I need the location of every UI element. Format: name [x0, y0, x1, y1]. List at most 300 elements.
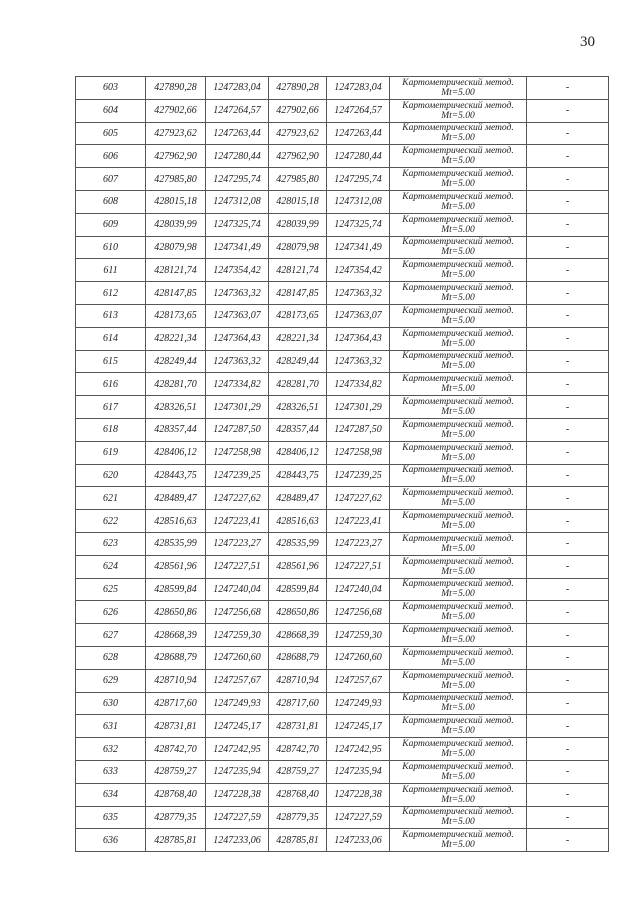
- x-new-cell: 428731,81: [269, 715, 327, 738]
- table-row: [76, 646, 609, 669]
- x-new-cell: 428357,44: [269, 418, 327, 441]
- y-old-cell: 1247239,25: [206, 464, 269, 487]
- point-number-cell: 619: [76, 441, 146, 464]
- y-new-cell: 1247242,95: [327, 738, 390, 761]
- y-old-cell: 1247312,08: [206, 190, 269, 213]
- table-row: [76, 373, 609, 396]
- point-number-cell: 604: [76, 99, 146, 122]
- method-accuracy: Mt=5.00: [441, 429, 475, 440]
- method-cell: [390, 350, 527, 373]
- y-new-cell: 1247363,07: [327, 304, 390, 327]
- method-cell: [390, 418, 527, 441]
- x-new-cell: 428599,84: [269, 578, 327, 601]
- method-cell: [390, 259, 527, 282]
- x-new-cell: 428121,74: [269, 259, 327, 282]
- point-number-cell: 621: [76, 487, 146, 510]
- method-name: Картометрический метод.: [402, 784, 514, 795]
- description-cell: -: [527, 464, 609, 487]
- y-new-cell: 1247233,06: [327, 829, 390, 852]
- y-new-cell: 1247259,30: [327, 624, 390, 647]
- description-cell: -: [527, 236, 609, 259]
- description-cell: -: [527, 122, 609, 145]
- method-name: Картометрический метод.: [402, 761, 514, 772]
- description-cell: -: [527, 418, 609, 441]
- x-new-cell: 428281,70: [269, 373, 327, 396]
- method-cell: [390, 715, 527, 738]
- table-row: [76, 601, 609, 624]
- y-old-cell: 1247295,74: [206, 168, 269, 191]
- method-name: Картометрический метод.: [402, 625, 514, 636]
- description-cell: -: [527, 510, 609, 533]
- method-accuracy: Mt=5.00: [441, 521, 475, 532]
- method-cell: [390, 760, 527, 783]
- y-old-cell: 1247301,29: [206, 396, 269, 419]
- method-name: Картометрический метод.: [402, 100, 514, 111]
- y-old-cell: 1247260,60: [206, 646, 269, 669]
- method-name: Картометрический метод.: [402, 670, 514, 681]
- point-number-cell: 633: [76, 760, 146, 783]
- method-cell: [390, 578, 527, 601]
- y-new-cell: 1247325,74: [327, 213, 390, 236]
- x-old-cell: 428173,65: [146, 304, 206, 327]
- method-cell: [390, 99, 527, 122]
- table-row: [76, 168, 609, 191]
- y-new-cell: 1247364,43: [327, 327, 390, 350]
- method-cell: [390, 692, 527, 715]
- x-old-cell: 428121,74: [146, 259, 206, 282]
- method-accuracy: Mt=5.00: [441, 794, 475, 805]
- x-old-cell: 427923,62: [146, 122, 206, 145]
- description-cell: -: [527, 783, 609, 806]
- point-number-cell: 635: [76, 806, 146, 829]
- y-new-cell: 1247228,38: [327, 783, 390, 806]
- x-old-cell: 427962,90: [146, 145, 206, 168]
- x-new-cell: 428173,65: [269, 304, 327, 327]
- x-old-cell: 428489,47: [146, 487, 206, 510]
- method-accuracy: Mt=5.00: [441, 201, 475, 212]
- method-name: Картометрический метод.: [402, 830, 514, 841]
- description-cell: -: [527, 99, 609, 122]
- y-old-cell: 1247341,49: [206, 236, 269, 259]
- method-name: Картометрический метод.: [402, 214, 514, 225]
- description-cell: -: [527, 669, 609, 692]
- x-old-cell: 428147,85: [146, 282, 206, 305]
- x-new-cell: 428650,86: [269, 601, 327, 624]
- method-cell: [390, 282, 527, 305]
- method-name: Картометрический метод.: [402, 511, 514, 522]
- description-cell: -: [527, 532, 609, 555]
- y-new-cell: 1247227,62: [327, 487, 390, 510]
- method-accuracy: Mt=5.00: [441, 361, 475, 372]
- table-row: [76, 829, 609, 852]
- method-name: Картометрический метод.: [402, 191, 514, 202]
- point-number-cell: 607: [76, 168, 146, 191]
- point-number-cell: 628: [76, 646, 146, 669]
- point-number-cell: 609: [76, 213, 146, 236]
- y-old-cell: 1247287,50: [206, 418, 269, 441]
- table-row: [76, 99, 609, 122]
- method-name: Картометрический метод.: [402, 739, 514, 749]
- y-old-cell: 1247283,04: [206, 77, 269, 100]
- y-new-cell: 1247354,42: [327, 259, 390, 282]
- page-number: 30: [580, 34, 595, 50]
- y-old-cell: 1247264,57: [206, 99, 269, 122]
- description-cell: -: [527, 555, 609, 578]
- y-new-cell: 1247227,59: [327, 806, 390, 829]
- x-new-cell: 428406,12: [269, 441, 327, 464]
- x-old-cell: 428650,86: [146, 601, 206, 624]
- method-cell: [390, 487, 527, 510]
- point-number-cell: 631: [76, 715, 146, 738]
- method-cell: [390, 669, 527, 692]
- description-cell: -: [527, 738, 609, 761]
- method-accuracy: Mt=5.00: [441, 110, 475, 121]
- table-row: [76, 487, 609, 510]
- y-new-cell: 1247257,67: [327, 669, 390, 692]
- point-number-cell: 630: [76, 692, 146, 715]
- method-accuracy: Mt=5.00: [441, 156, 475, 167]
- point-number-cell: 624: [76, 555, 146, 578]
- method-accuracy: Mt=5.00: [441, 817, 475, 828]
- x-old-cell: 427902,66: [146, 99, 206, 122]
- method-cell: [390, 532, 527, 555]
- y-old-cell: 1247259,30: [206, 624, 269, 647]
- method-accuracy: Mt=5.00: [441, 384, 475, 395]
- table-row: [76, 77, 609, 100]
- method-name: Картометрический метод.: [402, 647, 514, 658]
- y-old-cell: 1247223,41: [206, 510, 269, 533]
- point-number-cell: 616: [76, 373, 146, 396]
- method-accuracy: Mt=5.00: [441, 475, 475, 486]
- x-new-cell: 428535,99: [269, 532, 327, 555]
- y-new-cell: 1247245,17: [327, 715, 390, 738]
- point-number-cell: 629: [76, 669, 146, 692]
- point-number-cell: 626: [76, 601, 146, 624]
- x-new-cell: 428742,70: [269, 738, 327, 761]
- description-cell: -: [527, 441, 609, 464]
- method-cell: [390, 77, 527, 100]
- method-name: Картометрический метод.: [402, 442, 514, 453]
- x-old-cell: 428717,60: [146, 692, 206, 715]
- method-name: Картометрический метод.: [402, 351, 514, 362]
- method-name: Картометрический метод.: [402, 602, 514, 613]
- x-new-cell: 427890,28: [269, 77, 327, 100]
- description-cell: -: [527, 829, 609, 852]
- method-accuracy: Mt=5.00: [441, 133, 475, 144]
- x-old-cell: 428668,39: [146, 624, 206, 647]
- y-old-cell: 1247240,04: [206, 578, 269, 601]
- description-cell: -: [527, 327, 609, 350]
- coordinates-table: [75, 76, 609, 852]
- y-new-cell: 1247240,04: [327, 578, 390, 601]
- x-new-cell: 428039,99: [269, 213, 327, 236]
- point-number-cell: 617: [76, 396, 146, 419]
- y-new-cell: 1247283,04: [327, 77, 390, 100]
- y-old-cell: 1247363,32: [206, 350, 269, 373]
- description-cell: -: [527, 601, 609, 624]
- y-new-cell: 1247334,82: [327, 373, 390, 396]
- method-name: Картометрический метод.: [402, 260, 514, 271]
- method-cell: [390, 829, 527, 852]
- y-old-cell: 1247223,27: [206, 532, 269, 555]
- description-cell: -: [527, 646, 609, 669]
- table-row: [76, 282, 609, 305]
- point-number-cell: 611: [76, 259, 146, 282]
- point-number-cell: 615: [76, 350, 146, 373]
- x-old-cell: 428249,44: [146, 350, 206, 373]
- method-accuracy: Mt=5.00: [441, 657, 475, 668]
- method-cell: [390, 555, 527, 578]
- table-body: [76, 77, 609, 852]
- x-old-cell: 428039,99: [146, 213, 206, 236]
- method-cell: [390, 327, 527, 350]
- description-cell: -: [527, 304, 609, 327]
- x-old-cell: 428688,79: [146, 646, 206, 669]
- method-accuracy: Mt=5.00: [441, 338, 475, 349]
- table-row: [76, 418, 609, 441]
- description-cell: -: [527, 624, 609, 647]
- description-cell: -: [527, 213, 609, 236]
- x-old-cell: 428535,99: [146, 532, 206, 555]
- table-row: [76, 555, 609, 578]
- method-cell: [390, 646, 527, 669]
- method-cell: [390, 510, 527, 533]
- x-new-cell: 428516,63: [269, 510, 327, 533]
- method-accuracy: Mt=5.00: [441, 452, 475, 463]
- method-accuracy: Mt=5.00: [441, 247, 475, 258]
- table-row: [76, 760, 609, 783]
- x-old-cell: 428079,98: [146, 236, 206, 259]
- x-old-cell: 428768,40: [146, 783, 206, 806]
- method-cell: [390, 168, 527, 191]
- method-name: Картометрический метод.: [402, 533, 514, 544]
- description-cell: -: [527, 487, 609, 510]
- x-new-cell: 428785,81: [269, 829, 327, 852]
- x-new-cell: 428147,85: [269, 282, 327, 305]
- table-row: [76, 236, 609, 259]
- x-new-cell: 428326,51: [269, 396, 327, 419]
- table-row: [76, 783, 609, 806]
- table-row: [76, 350, 609, 373]
- method-name: Картометрический метод.: [402, 807, 514, 818]
- method-name: Картометрический метод.: [402, 716, 514, 727]
- point-number-cell: 606: [76, 145, 146, 168]
- table-row: [76, 578, 609, 601]
- x-new-cell: 428249,44: [269, 350, 327, 373]
- table-row: [76, 806, 609, 829]
- x-old-cell: 428731,81: [146, 715, 206, 738]
- method-accuracy: Mt=5.00: [441, 589, 475, 600]
- method-accuracy: Mt=5.00: [441, 293, 475, 304]
- y-new-cell: 1247287,50: [327, 418, 390, 441]
- x-old-cell: 428406,12: [146, 441, 206, 464]
- point-number-cell: 618: [76, 418, 146, 441]
- x-new-cell: 427985,80: [269, 168, 327, 191]
- table-row: [76, 692, 609, 715]
- y-new-cell: 1247280,44: [327, 145, 390, 168]
- method-accuracy: Mt=5.00: [441, 612, 475, 623]
- x-old-cell: 428357,44: [146, 418, 206, 441]
- x-old-cell: 428516,63: [146, 510, 206, 533]
- method-cell: [390, 624, 527, 647]
- method-name: Картометрический метод.: [402, 374, 514, 385]
- x-old-cell: 428015,18: [146, 190, 206, 213]
- x-new-cell: 427962,90: [269, 145, 327, 168]
- method-accuracy: Mt=5.00: [441, 635, 475, 646]
- x-new-cell: 428668,39: [269, 624, 327, 647]
- x-old-cell: 428561,96: [146, 555, 206, 578]
- point-number-cell: 625: [76, 578, 146, 601]
- method-cell: [390, 373, 527, 396]
- method-accuracy: Mt=5.00: [441, 179, 475, 190]
- y-old-cell: 1247363,32: [206, 282, 269, 305]
- method-accuracy: Mt=5.00: [441, 224, 475, 235]
- y-old-cell: 1247227,59: [206, 806, 269, 829]
- table-row: [76, 669, 609, 692]
- table-row: [76, 259, 609, 282]
- y-new-cell: 1247249,93: [327, 692, 390, 715]
- method-cell: [390, 304, 527, 327]
- point-number-cell: 605: [76, 122, 146, 145]
- description-cell: -: [527, 760, 609, 783]
- point-number-cell: 620: [76, 464, 146, 487]
- y-new-cell: 1247227,51: [327, 555, 390, 578]
- table-row: [76, 715, 609, 738]
- y-new-cell: 1247295,74: [327, 168, 390, 191]
- description-cell: -: [527, 282, 609, 305]
- table-row: [76, 122, 609, 145]
- point-number-cell: 608: [76, 190, 146, 213]
- point-number-cell: 614: [76, 327, 146, 350]
- description-cell: -: [527, 77, 609, 100]
- x-new-cell: 428717,60: [269, 692, 327, 715]
- point-number-cell: 612: [76, 282, 146, 305]
- method-cell: [390, 190, 527, 213]
- point-number-cell: 613: [76, 304, 146, 327]
- method-name: Картометрический метод.: [402, 237, 514, 248]
- method-cell: [390, 783, 527, 806]
- table-row: [76, 464, 609, 487]
- x-new-cell: 428221,34: [269, 327, 327, 350]
- x-old-cell: 428779,35: [146, 806, 206, 829]
- y-old-cell: 1247363,07: [206, 304, 269, 327]
- y-new-cell: 1247223,41: [327, 510, 390, 533]
- table-row: [76, 213, 609, 236]
- x-new-cell: 428779,35: [269, 806, 327, 829]
- x-old-cell: 428759,27: [146, 760, 206, 783]
- y-new-cell: 1247312,08: [327, 190, 390, 213]
- method-accuracy: Mt=5.00: [441, 543, 475, 554]
- method-accuracy: Mt=5.00: [441, 703, 475, 714]
- method-cell: [390, 236, 527, 259]
- description-cell: -: [527, 396, 609, 419]
- y-old-cell: 1247227,62: [206, 487, 269, 510]
- y-old-cell: 1247364,43: [206, 327, 269, 350]
- y-old-cell: 1247235,94: [206, 760, 269, 783]
- y-new-cell: 1247341,49: [327, 236, 390, 259]
- y-new-cell: 1247258,98: [327, 441, 390, 464]
- x-new-cell: 427902,66: [269, 99, 327, 122]
- table-row: [76, 327, 609, 350]
- method-cell: [390, 122, 527, 145]
- description-cell: -: [527, 578, 609, 601]
- table-row: [76, 532, 609, 555]
- x-old-cell: 428599,84: [146, 578, 206, 601]
- y-new-cell: 1247235,94: [327, 760, 390, 783]
- method-accuracy: Mt=5.00: [441, 771, 475, 782]
- table-row: [76, 304, 609, 327]
- description-cell: -: [527, 692, 609, 715]
- description-cell: -: [527, 259, 609, 282]
- y-old-cell: 1247354,42: [206, 259, 269, 282]
- method-name: Картометрический метод.: [402, 305, 514, 316]
- method-name: Картометрический метод.: [402, 146, 514, 157]
- y-old-cell: 1247258,98: [206, 441, 269, 464]
- method-cell: [390, 806, 527, 829]
- table-row: [76, 145, 609, 168]
- point-number-cell: 623: [76, 532, 146, 555]
- method-accuracy: Mt=5.00: [441, 680, 475, 691]
- point-number-cell: 636: [76, 829, 146, 852]
- method-name: Картометрический метод.: [402, 397, 514, 408]
- x-old-cell: 428785,81: [146, 829, 206, 852]
- method-name: Картометрический метод.: [402, 283, 514, 294]
- method-cell: [390, 441, 527, 464]
- point-number-cell: 610: [76, 236, 146, 259]
- x-old-cell: 428443,75: [146, 464, 206, 487]
- method-cell: [390, 601, 527, 624]
- table-row: [76, 441, 609, 464]
- point-number-cell: 627: [76, 624, 146, 647]
- x-new-cell: 428759,27: [269, 760, 327, 783]
- method-accuracy: Mt=5.00: [441, 498, 475, 509]
- y-new-cell: 1247256,68: [327, 601, 390, 624]
- description-cell: -: [527, 350, 609, 373]
- y-new-cell: 1247223,27: [327, 532, 390, 555]
- y-old-cell: 1247228,38: [206, 783, 269, 806]
- y-old-cell: 1247249,93: [206, 692, 269, 715]
- table-row: [76, 510, 609, 533]
- point-number-cell: 603: [76, 77, 146, 100]
- x-old-cell: 428221,34: [146, 327, 206, 350]
- table-row: [76, 190, 609, 213]
- y-old-cell: 1247227,51: [206, 555, 269, 578]
- x-old-cell: 428742,70: [146, 738, 206, 761]
- description-cell: -: [527, 715, 609, 738]
- method-name: Картометрический метод.: [402, 123, 514, 134]
- method-name: Картометрический метод.: [402, 328, 514, 339]
- y-old-cell: 1247334,82: [206, 373, 269, 396]
- x-new-cell: 428561,96: [269, 555, 327, 578]
- x-new-cell: 428443,75: [269, 464, 327, 487]
- method-accuracy: Mt=5.00: [441, 726, 475, 737]
- method-accuracy: Mt=5.00: [441, 315, 475, 326]
- description-cell: -: [527, 806, 609, 829]
- x-new-cell: 428688,79: [269, 646, 327, 669]
- y-old-cell: 1247245,17: [206, 715, 269, 738]
- point-number-cell: 622: [76, 510, 146, 533]
- y-old-cell: 1247242,95: [206, 738, 269, 761]
- x-old-cell: 428710,94: [146, 669, 206, 692]
- x-new-cell: 428768,40: [269, 783, 327, 806]
- y-old-cell: 1247280,44: [206, 145, 269, 168]
- description-cell: -: [527, 168, 609, 191]
- method-cell: [390, 145, 527, 168]
- description-cell: -: [527, 190, 609, 213]
- description-cell: -: [527, 373, 609, 396]
- method-name: Картометрический метод.: [402, 77, 514, 88]
- point-number-cell: 634: [76, 783, 146, 806]
